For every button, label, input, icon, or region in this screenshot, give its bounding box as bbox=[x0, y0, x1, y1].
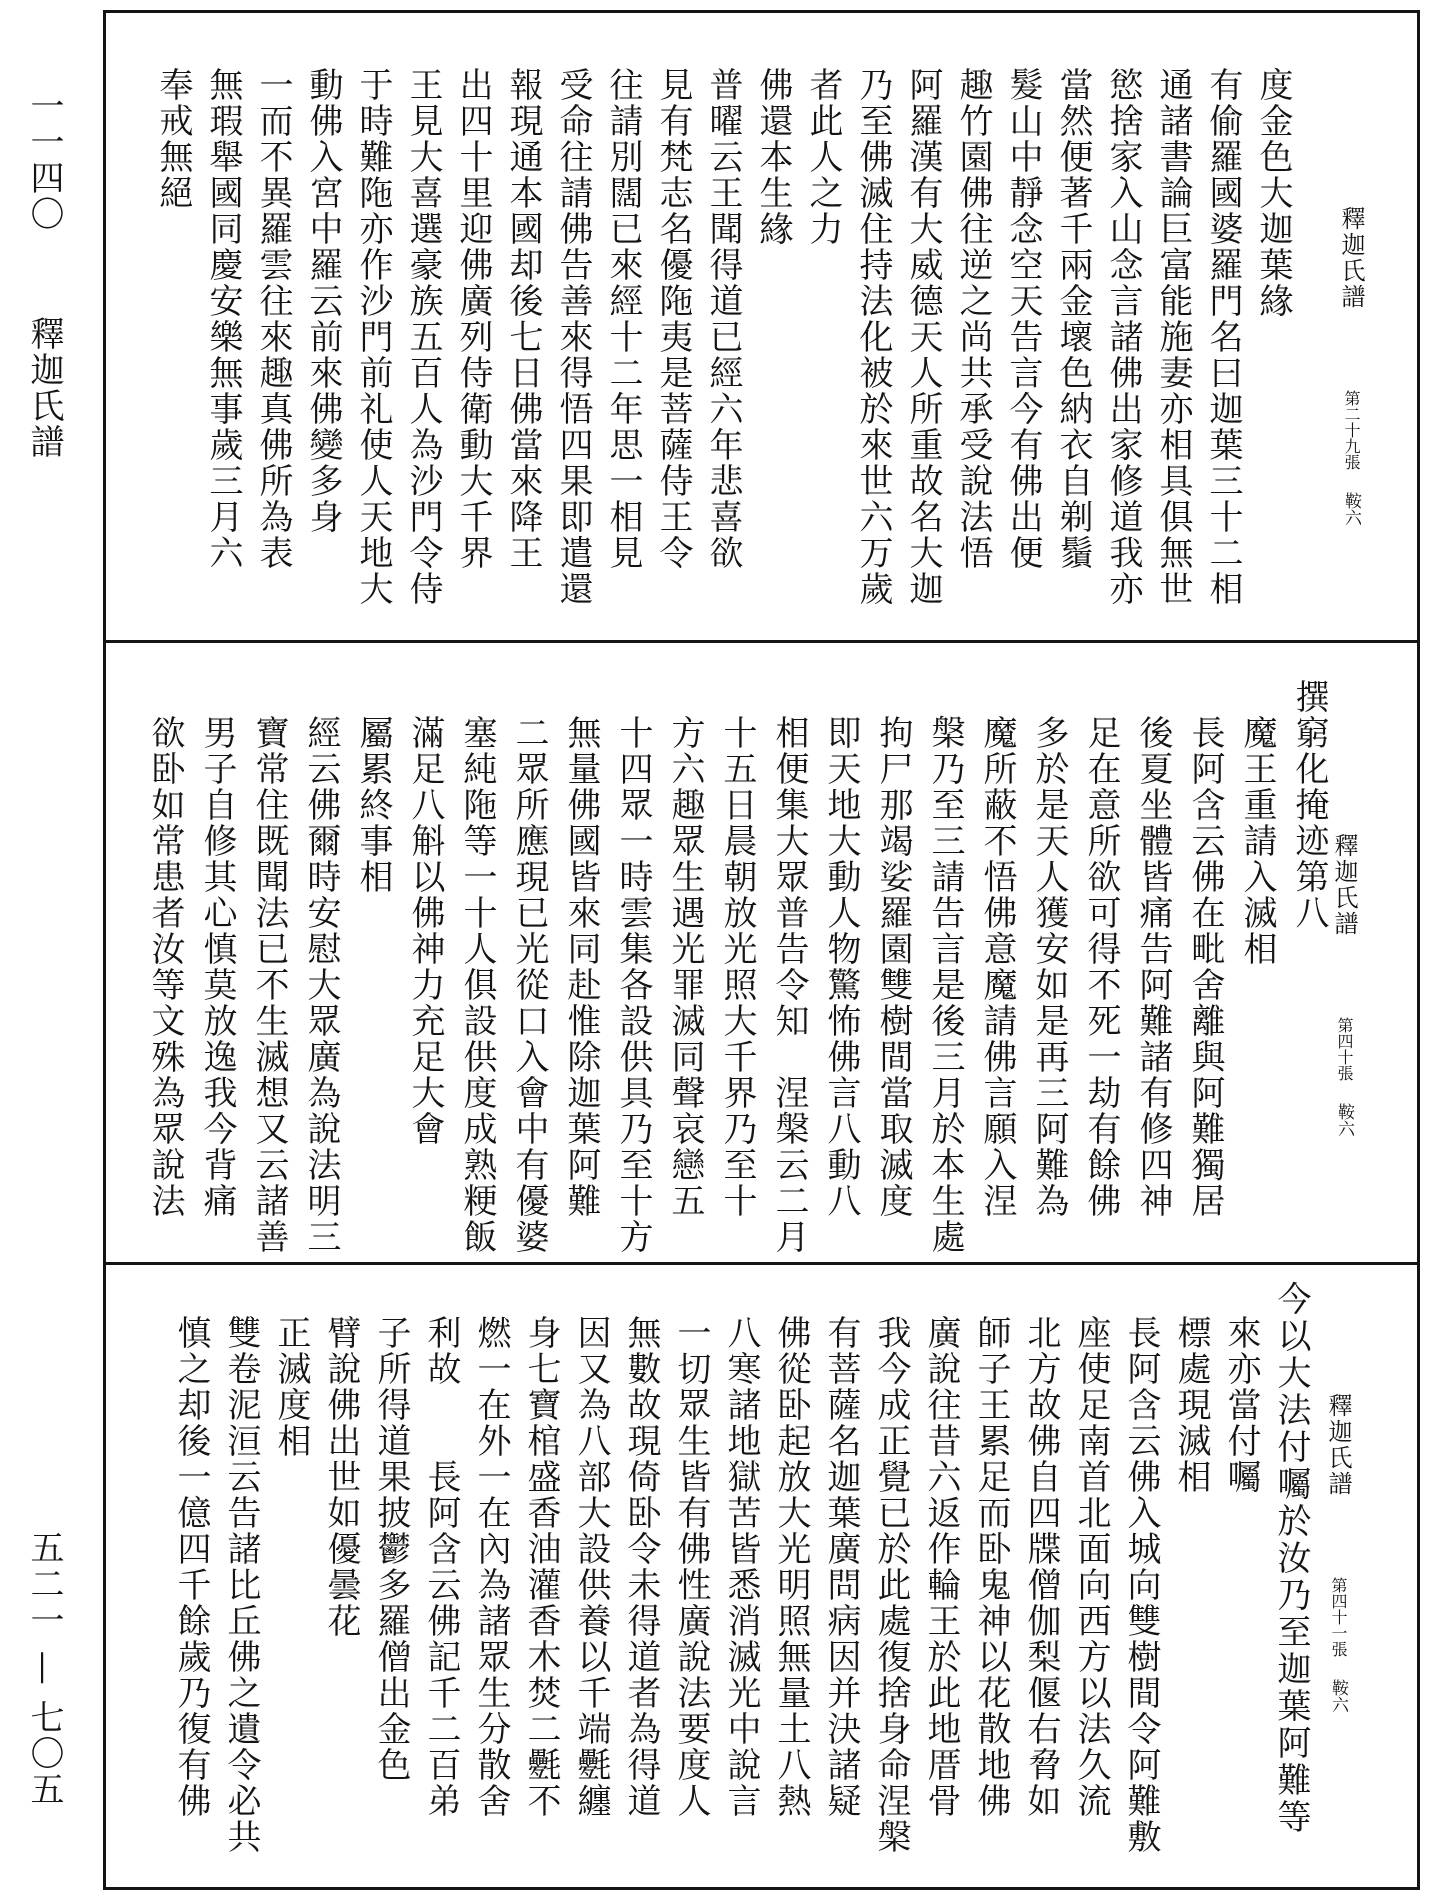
text-column: 師子王累足而卧鬼神以花散地佛 bbox=[971, 1315, 1011, 1819]
text-column: 王見大喜選豪族五百人為沙門令侍 bbox=[403, 67, 443, 607]
text-column: 者此人之力 bbox=[803, 67, 843, 247]
text-column: 見有梵志名優陁夷是菩薩侍王令 bbox=[653, 67, 693, 571]
text-column: 奉戒無絕 bbox=[153, 67, 193, 211]
text-columns bbox=[139, 679, 1335, 1260]
text-column: 拘尸那竭娑羅園雙樹間當取滅度 bbox=[873, 715, 913, 1219]
text-column: 阿羅漢有大威德天人所重故名大迦 bbox=[903, 67, 943, 607]
text-column: 無數故現倚卧令未得道者為得道 bbox=[621, 1315, 661, 1819]
margin-note-title: 釋迦氏譜 bbox=[1330, 833, 1358, 937]
text-column: 雙卷泥洹云告諸比丘佛之遺令必共 bbox=[221, 1315, 261, 1855]
text-panel-2 bbox=[106, 640, 1417, 1265]
text-column: 利故 長阿含云佛記千二百弟 bbox=[421, 1315, 461, 1819]
section-heading: 魔王重請入滅相 bbox=[1237, 715, 1277, 967]
text-columns bbox=[166, 1281, 1316, 1885]
text-column: 廣說往昔六返作輪王於此地厝骨 bbox=[921, 1315, 961, 1819]
text-column: 受命往請佛告善來得悟四果即遣還 bbox=[553, 67, 593, 607]
text-column: 一而不異羅雲往來趣真佛所為表 bbox=[253, 67, 293, 571]
text-column: 通諸書論巨富能施妻亦相具俱無世 bbox=[1153, 67, 1193, 607]
spine-header bbox=[24, 88, 64, 460]
spine-footer bbox=[24, 1530, 64, 1808]
text-column: 有菩薩名迦葉廣問病因并決諸疑 bbox=[821, 1315, 861, 1819]
text-column: 後夏坐體皆痛告阿難諸有修四神 bbox=[1133, 715, 1173, 1219]
section-heading: 佛還本生緣 bbox=[753, 67, 793, 247]
margin-note-sheet: 第四十一張 bbox=[1329, 1577, 1348, 1657]
text-column: 動佛入宮中羅云前來佛變多身 bbox=[303, 67, 343, 535]
text-column: 即天地大動人物驚怖佛言八動八 bbox=[821, 715, 861, 1219]
text-column: 無量佛國皆來同赴惟除迦葉阿難 bbox=[561, 715, 601, 1219]
margin-note bbox=[1323, 1393, 1353, 1713]
text-column: 無瑕舉國同慶安樂無事歲三月六 bbox=[203, 67, 243, 571]
margin-note-mark: 鞍六 bbox=[1328, 1679, 1348, 1713]
text-column: 魔所蔽不悟佛意魔請佛言願入涅 bbox=[977, 715, 1017, 1219]
text-column: 今以大法付囑於汝乃至迦葉阿難等 bbox=[1271, 1281, 1311, 1836]
text-column: 趣竹園佛往逆之尚共承受說法悟 bbox=[953, 67, 993, 571]
text-column: 慎之却後一億四千餘歲乃復有佛 bbox=[171, 1315, 211, 1819]
text-columns bbox=[148, 67, 1298, 627]
volume-page-number: 一一四〇 bbox=[24, 88, 64, 232]
text-column: 我今成正覺已於此處復捨身命涅槃 bbox=[871, 1315, 911, 1855]
text-column: 塞純陁等一十人俱設供度成熟粳飯 bbox=[457, 715, 497, 1255]
text-column: 十五日晨朝放光照大千界乃至十 bbox=[717, 715, 757, 1219]
section-heading: 度金色大迦葉緣 bbox=[1253, 67, 1293, 319]
text-column: 男子自修其心慎莫放逸我今背痛 bbox=[197, 715, 237, 1219]
text-column: 當然便著千兩金壞色納衣自剃鬚 bbox=[1053, 67, 1093, 571]
text-column: 出四十里迎佛廣列侍衛動大千界 bbox=[453, 67, 493, 571]
text-column: 滿足八斛以佛神力充足大會 bbox=[405, 715, 445, 1147]
text-panel-3 bbox=[106, 1262, 1417, 1887]
section-heading: 標處現滅相 bbox=[1171, 1315, 1211, 1495]
margin-note-title: 釋迦氏譜 bbox=[1324, 1393, 1352, 1497]
text-column: 多於是天人獲安如是再三阿難為 bbox=[1029, 715, 1069, 1219]
margin-note bbox=[1336, 206, 1366, 526]
text-column: 乃至佛滅住持法化被於來世六万歲 bbox=[853, 67, 893, 607]
spine-title: 釋迦氏譜 bbox=[24, 316, 64, 460]
text-column: 長阿含云佛入城向雙樹間令阿難敷 bbox=[1121, 1315, 1161, 1855]
text-column: 于時難陁亦作沙門前礼使人天地大 bbox=[353, 67, 393, 607]
text-column: 身七寶棺盛香油灌香木焚二氎不 bbox=[521, 1315, 561, 1819]
text-column: 往請別闊已來經十二年思一相見 bbox=[603, 67, 643, 571]
text-column: 有偷羅國婆羅門名曰迦葉三十二相 bbox=[1203, 67, 1243, 607]
text-column: 欲卧如常患者汝等文殊為眾說法 bbox=[145, 715, 185, 1219]
text-column: 八寒諸地獄苦皆悉消滅光中說言 bbox=[721, 1315, 761, 1819]
text-column: 寶常住既聞法已不生滅想又云諸善 bbox=[249, 715, 289, 1255]
text-column: 方六趣眾生遇光罪滅同聲哀戀五 bbox=[665, 715, 705, 1219]
section-heading: 屬累終事相 bbox=[353, 715, 393, 895]
text-column: 一切眾生皆有佛性廣說法要度人 bbox=[671, 1315, 711, 1819]
text-column: 長阿含云佛在毗舍離與阿難獨居 bbox=[1185, 715, 1225, 1219]
text-column: 經云佛爾時安慰大眾廣為說法明三 bbox=[301, 715, 341, 1255]
text-column: 燃一在外一在內為諸眾生分散舍 bbox=[471, 1315, 511, 1819]
text-panel-1 bbox=[106, 13, 1417, 640]
text-column: 報現通本國却後七日佛當來降王 bbox=[503, 67, 543, 571]
margin-note-sheet: 第四十張 bbox=[1335, 1017, 1354, 1081]
text-column: 髮山中靜念空天告言今有佛出便 bbox=[1003, 67, 1043, 571]
text-column: 臂說佛出世如優曇花 bbox=[321, 1315, 361, 1639]
text-column: 槃乃至三請告言是後三月於本生處 bbox=[925, 715, 965, 1255]
text-column: 相便集大眾普告令知 涅槃云二月 bbox=[769, 715, 809, 1255]
margin-note-mark: 鞍六 bbox=[1341, 492, 1361, 526]
text-column: 二眾所應現已光從口入會中有優婆 bbox=[509, 715, 549, 1255]
text-column: 慾捨家入山念言諸佛出家修道我亦 bbox=[1103, 67, 1143, 607]
source-page-number: 五二一 — 七〇五 bbox=[24, 1530, 64, 1808]
text-column: 佛從卧起放大光明照無量土八熱 bbox=[771, 1315, 811, 1819]
text-column: 座使足南首北面向西方以法久流 bbox=[1071, 1315, 1111, 1819]
text-column: 北方故佛自四牒僧伽梨偃右脅如 bbox=[1021, 1315, 1061, 1819]
margin-note-sheet: 第二十九張 bbox=[1342, 390, 1361, 470]
margin-note-mark: 鞍六 bbox=[1334, 1103, 1354, 1137]
section-heading: 正滅度相 bbox=[271, 1315, 311, 1459]
text-column: 足在意所欲可得不死一劫有餘佛 bbox=[1081, 715, 1121, 1219]
text-column: 普曜云王聞得道已經六年悲喜欲 bbox=[703, 67, 743, 571]
page-frame bbox=[103, 10, 1420, 1890]
text-column: 十四眾一時雲集各設供具乃至十方 bbox=[613, 715, 653, 1255]
chapter-heading: 撰窮化掩迹第八 bbox=[1289, 679, 1329, 931]
margin-note-title: 釋迦氏譜 bbox=[1337, 206, 1365, 310]
text-column: 來亦當付囑 bbox=[1221, 1315, 1261, 1495]
text-column: 因又為八部大設供養以千端氎纏 bbox=[571, 1315, 611, 1819]
text-column: 子所得道果披鬱多羅僧出金色 bbox=[371, 1315, 411, 1783]
